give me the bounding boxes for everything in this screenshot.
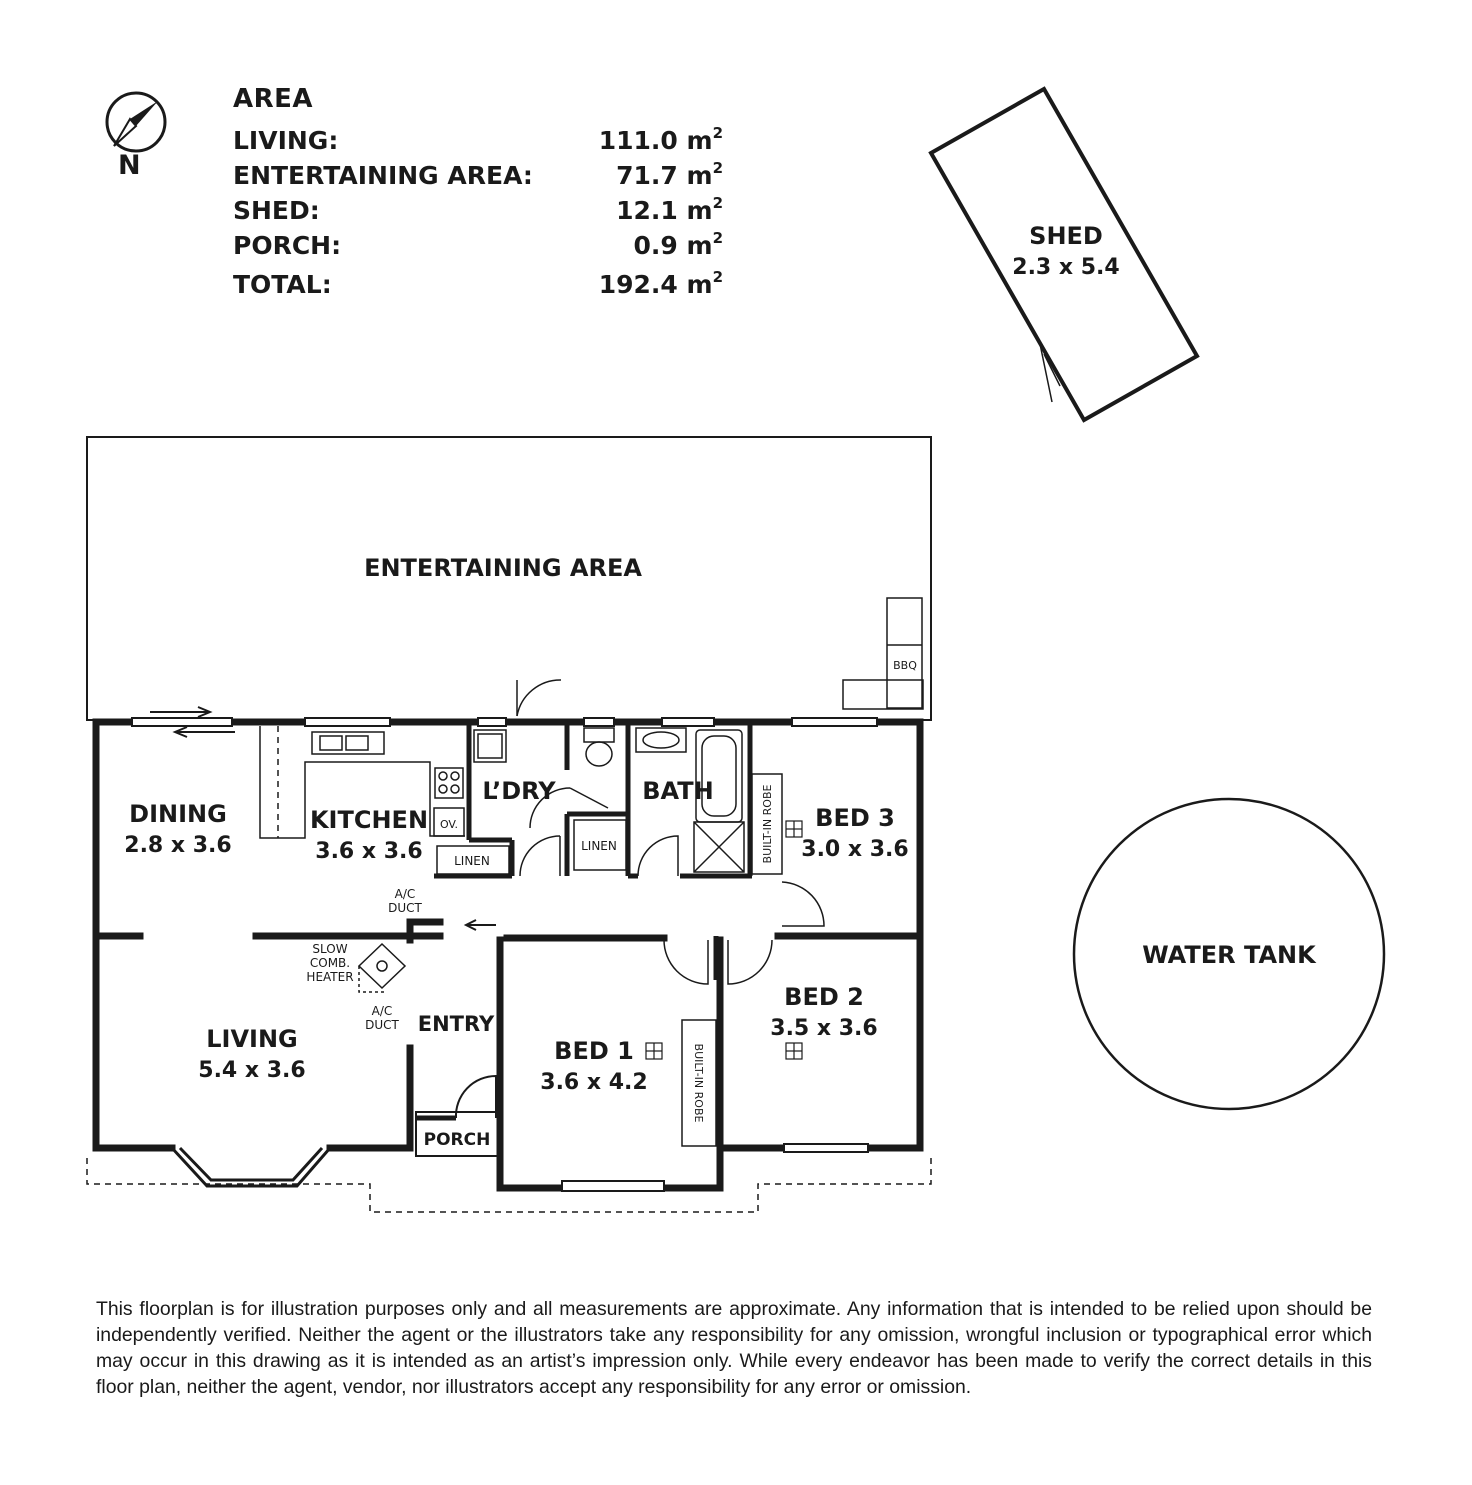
area-value: 111.0 $m^2$ bbox=[598, 124, 723, 155]
bed3-dims: 3.0 x 3.6 bbox=[801, 837, 909, 862]
oven-label: OV. bbox=[439, 818, 459, 831]
heater-label-2: COMB. bbox=[309, 956, 351, 970]
bed2-label: BED 2 bbox=[784, 983, 864, 1011]
area-value: 12.1 $m^2$ bbox=[616, 194, 723, 225]
area-value: 192.4 $m^2$ bbox=[598, 268, 723, 299]
living-label: LIVING bbox=[206, 1025, 298, 1053]
porch-label: PORCH bbox=[423, 1130, 491, 1150]
heater-label-1: SLOW bbox=[312, 942, 348, 956]
area-value: 71.7 $m^2$ bbox=[616, 159, 723, 190]
robe-label-bed1: BUILT-IN ROBE bbox=[692, 1043, 705, 1123]
bed1-label: BED 1 bbox=[554, 1037, 634, 1065]
heater-icon bbox=[359, 944, 405, 992]
compass-north-label: N bbox=[118, 150, 141, 181]
kitchen-label: KITCHEN bbox=[309, 806, 429, 834]
bath-label: BATH bbox=[642, 777, 714, 805]
living-dims: 5.4 x 3.6 bbox=[198, 1058, 306, 1083]
ac-duct-label-1a: A/C bbox=[394, 887, 416, 901]
dining-label: DINING bbox=[129, 800, 227, 828]
toilet-fixture bbox=[584, 728, 614, 766]
laundry-label: L’DRY bbox=[482, 777, 556, 805]
ac-duct-label-1b: DUCT bbox=[388, 901, 422, 915]
area-label: LIVING: bbox=[233, 126, 339, 155]
bay-window bbox=[172, 1148, 330, 1186]
disclaimer-text: This floorplan is for illustration purposes only and all measurements are approximate. Any information that is intended to be relied upon should be independently verified. Neither the agent or the illustrators take any responsibility for any omission, wrongful inclusion or typographical error which may occur in this drawing as it is intended as an artist’s impression only. While every endeavor has been made to verify the correct details in this floor plan, neither the agent, vendor, nor illustrators accept any responsibility for any error or omission. bbox=[96, 1298, 1372, 1398]
bed2-dims: 3.5 x 3.6 bbox=[770, 1016, 878, 1041]
water-tank-label: WATER TANK bbox=[1142, 941, 1316, 969]
entry-label: ENTRY bbox=[417, 1012, 495, 1036]
area-label: PORCH: bbox=[233, 231, 342, 260]
entertaining-area-label: ENTERTAINING AREA bbox=[364, 554, 642, 582]
robe-label-bed3: BUILT-IN ROBE bbox=[761, 784, 774, 864]
area-label: SHED: bbox=[233, 196, 320, 225]
bbq-label: BBQ bbox=[893, 659, 917, 672]
bed1-dims: 3.6 x 4.2 bbox=[540, 1070, 648, 1095]
ac-duct-label-2b: DUCT bbox=[365, 1018, 399, 1032]
bed3-label: BED 3 bbox=[815, 804, 895, 832]
area-title: AREA bbox=[233, 84, 314, 114]
linen-label-kitchen: LINEN bbox=[454, 854, 490, 868]
ac-duct-label-2a: A/C bbox=[371, 1004, 393, 1018]
shed-label: SHED bbox=[1029, 222, 1103, 250]
area-label: ENTERTAINING AREA: bbox=[233, 161, 533, 190]
heater-label-3: HEATER bbox=[306, 970, 354, 984]
bbq-unit bbox=[843, 598, 923, 709]
area-value: 0.9 $m^2$ bbox=[633, 229, 723, 260]
shed-dims: 2.3 x 5.4 bbox=[1012, 255, 1120, 280]
dining-dims: 2.8 x 3.6 bbox=[124, 833, 232, 858]
area-label: TOTAL: bbox=[233, 270, 332, 299]
linen-label-hall: LINEN bbox=[581, 839, 617, 853]
kitchen-dims: 3.6 x 3.6 bbox=[315, 839, 423, 864]
